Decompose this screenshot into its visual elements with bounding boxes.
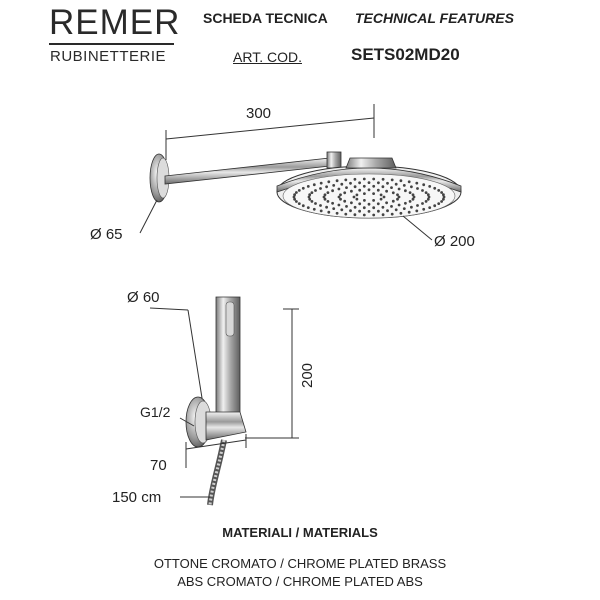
- title-english: TECHNICAL FEATURES: [355, 10, 514, 26]
- nozzle-dot: [319, 204, 322, 207]
- nozzle-dot: [386, 182, 389, 185]
- nozzle-dot: [409, 191, 412, 194]
- nozzle-dot: [390, 205, 393, 208]
- nozzle-dot: [383, 196, 386, 199]
- nozzle-dot: [325, 206, 328, 209]
- dimension-thread: G1/2: [140, 404, 171, 420]
- leader-flange-65: [140, 200, 157, 233]
- nozzle-dot: [372, 185, 375, 188]
- nozzle-dot: [425, 200, 428, 203]
- nozzle-dot: [343, 191, 346, 194]
- nozzle-dot: [314, 189, 317, 192]
- nozzle-dot: [382, 206, 385, 209]
- nozzle-dot: [425, 191, 428, 194]
- nozzle-dot: [336, 179, 339, 182]
- nozzle-dot: [410, 185, 413, 188]
- nozzle-dot: [320, 210, 323, 213]
- nozzle-dot: [408, 211, 411, 214]
- nozzle-dot: [295, 191, 298, 194]
- nozzle-dot: [421, 202, 424, 205]
- nozzle-dot: [368, 181, 371, 184]
- hand-shower-drawing: [186, 297, 299, 505]
- nozzle-dot: [345, 186, 348, 189]
- nozzle-dot: [324, 193, 327, 196]
- nozzle-dot: [307, 206, 310, 209]
- nozzle-dot: [385, 201, 388, 204]
- nozzle-dot: [358, 181, 361, 184]
- nozzle-dot: [338, 188, 341, 191]
- nozzle-dot: [327, 211, 330, 214]
- nozzle-dot: [404, 189, 407, 192]
- nozzle-dot: [302, 187, 305, 190]
- nozzle-dot: [391, 179, 394, 182]
- nozzle-dot: [336, 212, 339, 215]
- nozzle-dot: [398, 204, 401, 207]
- nozzle-dot: [422, 208, 425, 211]
- nozzle-dot: [363, 178, 366, 181]
- nozzle-dot: [442, 193, 445, 196]
- nozzle-dot: [377, 189, 380, 192]
- nozzle-dot: [331, 189, 334, 192]
- nozzle-dot: [409, 200, 412, 203]
- nozzle-dot: [363, 206, 366, 209]
- nozzle-dot: [313, 208, 316, 211]
- nozzle-dot: [363, 192, 366, 195]
- nozzle-dot: [354, 178, 357, 181]
- nozzle-dot: [428, 185, 431, 188]
- nozzle-dot: [403, 184, 406, 187]
- nozzle-dot: [343, 200, 346, 203]
- nozzle-dot: [356, 198, 359, 201]
- nozzle-dot: [358, 202, 361, 205]
- nozzle-dot: [392, 200, 395, 203]
- nozzle-dot: [298, 189, 301, 192]
- shower-arm-drawing: [150, 104, 461, 218]
- nozzle-dot: [377, 181, 380, 184]
- nozzle-dot: [437, 189, 440, 192]
- nozzle-dot: [408, 180, 411, 183]
- article-code: SETS02MD20: [351, 45, 460, 64]
- nozzle-dot: [427, 198, 430, 201]
- nozzle-dot: [363, 199, 366, 202]
- nozzle-dot: [396, 198, 399, 201]
- nozzle-dot: [382, 185, 385, 188]
- materials-title: MATERIALI / MATERIALS: [222, 525, 378, 540]
- nozzle-dot: [391, 213, 394, 216]
- nozzle-dot: [358, 189, 361, 192]
- leader-head-200: [403, 216, 432, 240]
- nozzle-dot: [422, 183, 425, 186]
- nozzle-dot: [349, 209, 352, 212]
- nozzle-dot: [339, 193, 342, 196]
- nozzle-dot: [385, 190, 388, 193]
- nozzle-dot: [363, 214, 366, 217]
- nozzle-dot: [325, 185, 328, 188]
- nozzle-dot: [319, 187, 322, 190]
- nozzle-dot: [412, 193, 415, 196]
- nozzle-dot: [327, 200, 330, 203]
- nozzle-dot: [416, 204, 419, 207]
- nozzle-dot: [332, 184, 335, 187]
- nozzle-dot: [320, 182, 323, 185]
- nozzle-dot: [302, 204, 305, 207]
- nozzle-dot: [395, 183, 398, 186]
- nozzle-dot: [308, 193, 311, 196]
- nozzle-dot: [368, 188, 371, 191]
- nozzle-dot: [307, 185, 310, 188]
- nozzle-dot: [372, 199, 375, 202]
- nozzle-dot: [372, 214, 375, 217]
- nozzle-dot: [382, 213, 385, 216]
- nozzle-dot: [295, 200, 298, 203]
- dimension-hose-length: 150 cm: [112, 489, 162, 506]
- leader-flange-60: [188, 310, 202, 398]
- nozzle-dot: [437, 202, 440, 205]
- nozzle-dot: [400, 212, 403, 215]
- nozzle-dot: [396, 193, 399, 196]
- nozzle-dot: [314, 202, 317, 205]
- nozzle-dot: [354, 206, 357, 209]
- brand-subtitle: RUBINETTERIE: [50, 48, 167, 65]
- nozzle-dot: [404, 202, 407, 205]
- nozzle-dot: [433, 204, 436, 207]
- title-italian: SCHEDA TECNICA: [203, 10, 328, 26]
- material-line: ABS CROMATO / CHROME PLATED ABS: [177, 574, 423, 589]
- nozzle-dot: [380, 194, 383, 197]
- nozzle-dot: [415, 210, 418, 213]
- nozzle-dot: [403, 207, 406, 210]
- nozzle-dot: [395, 208, 398, 211]
- nozzle-dot: [353, 196, 356, 199]
- nozzle-dot: [340, 208, 343, 211]
- nozzle-dot: [416, 187, 419, 190]
- nozzle-dot: [350, 201, 353, 204]
- nozzle-dot: [442, 198, 445, 201]
- nozzle-dot: [311, 200, 314, 203]
- nozzle-dot: [392, 191, 395, 194]
- nozzle-dot: [380, 198, 383, 201]
- nozzle-dot: [349, 182, 352, 185]
- nozzle-dot: [338, 204, 341, 207]
- nozzle-dot: [427, 193, 430, 196]
- nozzle-dot: [410, 206, 413, 209]
- nozzle-dot: [390, 186, 393, 189]
- nozzle-dot: [377, 202, 380, 205]
- nozzle-dot: [331, 202, 334, 205]
- nozzle-dot: [340, 183, 343, 186]
- material-line: OTTONE CROMATO / CHROME PLATED BRASS: [153, 556, 447, 571]
- nozzle-dot: [356, 194, 359, 197]
- nozzle-dot: [421, 189, 424, 192]
- nozzle-dot: [350, 190, 353, 193]
- nozzle-dot: [311, 191, 314, 194]
- nozzle-dot: [354, 213, 357, 216]
- dimension-flange-60: Ø 60: [127, 289, 160, 306]
- dimension-flange-65: Ø 65: [90, 226, 123, 243]
- brand-logo: REMER: [49, 3, 181, 42]
- dimension-depth-70: 70: [150, 457, 167, 474]
- nozzle-dot: [415, 182, 418, 185]
- nozzle-dot: [298, 202, 301, 205]
- nozzle-dot: [372, 206, 375, 209]
- nozzle-dot: [354, 185, 357, 188]
- nozzle-dot: [345, 205, 348, 208]
- nozzle-dot: [428, 206, 431, 209]
- dimension-arm-length: 300: [246, 105, 272, 122]
- nozzle-dot: [327, 180, 330, 183]
- nozzle-dot: [386, 209, 389, 212]
- nozzle-dot: [398, 188, 401, 191]
- nozzle-dot: [372, 178, 375, 181]
- nozzle-dot: [327, 191, 330, 194]
- nozzle-dot: [358, 210, 361, 213]
- nozzle-dot: [440, 191, 443, 194]
- nozzle-dot: [372, 192, 375, 195]
- dimension-height-200: 200: [299, 362, 316, 388]
- nozzle-dot: [344, 179, 347, 182]
- nozzle-dot: [313, 183, 316, 186]
- nozzle-dot: [382, 178, 385, 181]
- nozzle-dot: [368, 203, 371, 206]
- nozzle-dot: [400, 179, 403, 182]
- article-code-label: ART. COD.: [233, 49, 302, 65]
- dimension-head-200: Ø 200: [434, 233, 475, 250]
- nozzle-dot: [412, 198, 415, 201]
- nozzle-dot: [433, 187, 436, 190]
- nozzle-dot: [368, 210, 371, 213]
- nozzle-dot: [293, 193, 296, 196]
- nozzle-dot: [344, 213, 347, 216]
- nozzle-dot: [332, 207, 335, 210]
- nozzle-dot: [440, 200, 443, 203]
- nozzle-dot: [377, 210, 380, 213]
- nozzle-dot: [363, 185, 366, 188]
